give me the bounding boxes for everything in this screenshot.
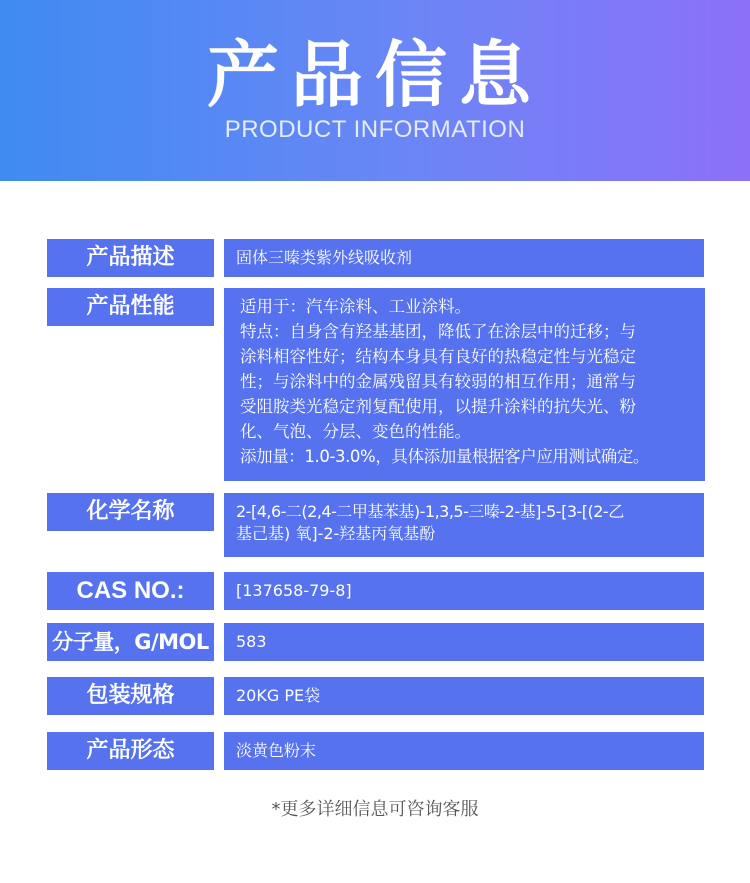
row-label: 产品形态 [47,732,214,770]
performance-line: 适用于：汽车涂料、工业涂料。 [240,297,471,316]
performance-line: 添加量：1.0-3.0%，具体添加量根据客户应用测试确定。 [240,447,650,466]
info-row-chemical-name [47,493,704,557]
chemical-name-line: 基己基) 氧]-2-羟基丙氧基酚 [236,524,436,543]
page-subtitle: PRODUCT INFORMATION [224,116,526,143]
performance-line: 性；与涂料中的金属残留具有较弱的相互作用；通常与 [240,372,636,391]
footer-note: *更多详细信息可咨询客服 [271,799,479,820]
info-row-description [47,239,704,277]
row-label: 包装规格 [47,677,214,715]
performance-line: 化、气泡、分层、变色的性能。 [240,422,471,441]
page-title: 产品信息 [206,33,543,117]
row-label: 分子量，G/MOL [47,623,214,661]
performance-line: 受阻胺类光稳定剂复配使用，以提升涂料的抗失光、粉 [240,397,636,416]
info-row-packaging [47,677,704,715]
info-row-appearance [47,732,704,770]
chemical-name-line: 2-[4,6-二(2,4-二甲基苯基)-1,3,5-三嗪-2-基]-5-[3-[(2-乙 [236,502,624,521]
row-value: 20KG PE袋 [224,677,704,715]
row-value: [137658-79-8] [224,572,704,610]
row-label: CAS NO.: [47,572,214,610]
row-value: 583 [224,623,704,661]
row-value: 淡黄色粉末 [224,732,704,770]
row-value: 固体三嗪类紫外线吸收剂 [224,239,704,277]
info-row-cas [47,572,704,610]
info-row-molecular-weight [47,623,704,661]
row-value [224,288,705,481]
info-row-performance [47,288,704,481]
performance-line: 特点：自身含有羟基基团，降低了在涂层中的迁移；与 [240,322,636,341]
row-label: 产品性能 [47,288,214,326]
row-label: 化学名称 [47,493,214,531]
performance-line: 涂料相容性好；结构本身具有良好的热稳定性与光稳定 [240,347,636,366]
row-label: 产品描述 [47,239,214,277]
header-banner [0,0,750,181]
row-value [224,493,704,557]
